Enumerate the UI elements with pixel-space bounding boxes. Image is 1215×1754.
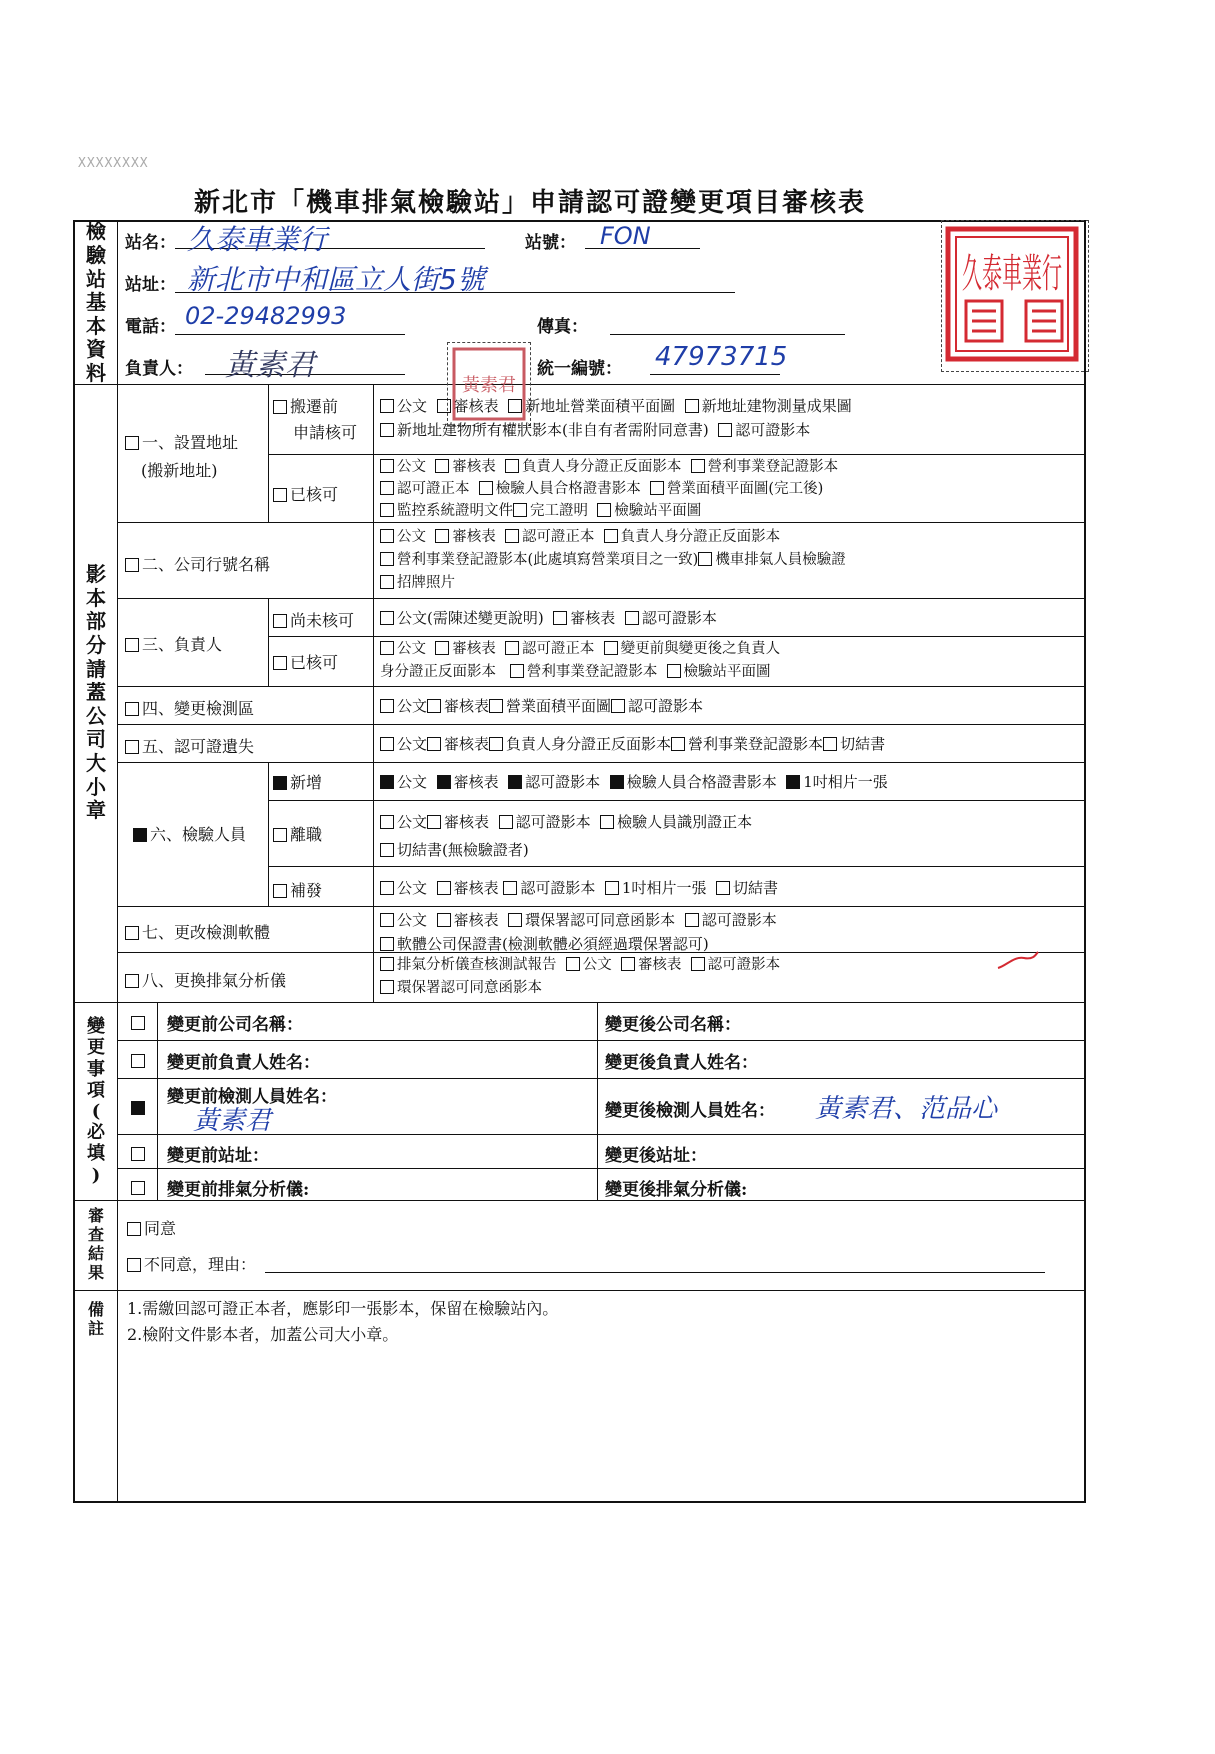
item-3b-checkbox[interactable]: [273, 656, 287, 670]
item-3-checkbox[interactable]: [125, 638, 139, 652]
review-agree-checkbox[interactable]: [127, 1222, 141, 1236]
change-5-before: 變更前排氣分析儀:: [167, 1180, 310, 1200]
item-3a-docs: 公文(需陳述變更說明) 審核表 認可證影本: [380, 606, 717, 630]
item-8[interactable]: 八、更換排氣分析儀: [125, 968, 286, 991]
taxid-value[interactable]: 47973715: [655, 342, 788, 372]
item-8-checkbox[interactable]: [125, 974, 139, 988]
item-6b[interactable]: 離職: [273, 822, 322, 845]
change-1-before: 變更前公司名稱：: [167, 1015, 303, 1035]
item-5[interactable]: 五、認可證遺失: [125, 734, 254, 757]
item-7-docs: 公文 審核表 環保署認可同意函影本 認可證影本 軟體公司保證書(檢測軟體必須經過環保署認可): [380, 908, 777, 956]
item-1b[interactable]: 已核可: [273, 482, 338, 505]
item-1b-docs: 公文 審核表 負責人身分證正反面影本 營利事業登記證影本 認可證正本 檢驗人員合格證書影本 營業面積平面圖(完工後) 監控系統證明文件 完工證明 檢驗站平面圖: [380, 456, 838, 522]
item-2-checkbox[interactable]: [125, 558, 139, 572]
phone-value[interactable]: 02-29482993: [185, 302, 347, 330]
company-seal: [942, 221, 1088, 371]
code-label: 站號：: [525, 233, 576, 253]
change-4-before: 變更前站址：: [167, 1146, 269, 1166]
item-3b[interactable]: 已核可: [273, 650, 338, 673]
item-6c-checkbox[interactable]: [273, 884, 287, 898]
change-3-checkbox[interactable]: [131, 1101, 145, 1115]
item-4-docs: 公文 審核表 營業面積平面圖 認可證影本: [380, 694, 703, 718]
form-title: 新北市「機車排氣檢驗站」申請認可證變更項目審核表: [193, 188, 866, 218]
change-3-before-value[interactable]: 黃素君: [193, 1106, 272, 1136]
address-label: 站址：: [125, 275, 176, 295]
item-6a-docs: 公文 審核表 認可證影本 檢驗人員合格證書影本 1吋相片一張: [380, 770, 888, 794]
item-1a-checkbox[interactable]: [273, 400, 287, 414]
item-2[interactable]: 二、公司行號名稱: [125, 552, 270, 575]
review-disagree[interactable]: 不同意，理由：: [127, 1252, 256, 1275]
name-label: 站名：: [125, 233, 176, 253]
item-5-docs: 公文 審核表 負責人身分證正反面影本 營利事業登記證影本 切結書: [380, 732, 885, 756]
company-seal-frame: [941, 220, 1089, 372]
change-3-after-value[interactable]: 黃素君、范品心: [815, 1094, 998, 1124]
item-1-checkbox[interactable]: [125, 436, 139, 450]
change-3-after: 變更後檢測人員姓名：: [605, 1101, 775, 1121]
section-change: 變 更 事 項 ( 必 填 ): [87, 1016, 105, 1186]
name-value[interactable]: 久泰車業行: [187, 223, 328, 256]
change-5-after: 變更後排氣分析儀:: [605, 1180, 748, 1200]
item-3b-docs: 公文 審核表 認可證正本 變更前與變更後之負責人 身分證正反面影本 營利事業登記證影本 檢驗站平面圖: [380, 641, 781, 680]
serial-number: XXXXXXXX: [78, 156, 149, 171]
change-2-before: 變更前負責人姓名：: [167, 1053, 320, 1073]
review-disagree-checkbox[interactable]: [127, 1258, 141, 1272]
fax-label: 傳真：: [537, 317, 588, 337]
item-6c[interactable]: 補發: [273, 878, 322, 901]
item-6b-checkbox[interactable]: [273, 828, 287, 842]
item-6a[interactable]: 新增: [273, 770, 322, 793]
change-4-after: 變更後站址：: [605, 1146, 707, 1166]
change-5-checkbox[interactable]: [131, 1181, 145, 1195]
item-1b-checkbox[interactable]: [273, 488, 287, 502]
change-4-checkbox[interactable]: [131, 1147, 145, 1161]
item-7-checkbox[interactable]: [125, 926, 139, 940]
section-notes: 備 註: [87, 1300, 104, 1338]
change-1-checkbox[interactable]: [131, 1016, 145, 1030]
code-value[interactable]: FON: [600, 222, 651, 250]
item-8-docs: 排氣分析儀查核測試報告 公文 審核表 認可證影本 環保署認可同意函影本: [380, 954, 780, 1000]
item-6a-checkbox[interactable]: [273, 776, 287, 790]
review-form: [73, 220, 1086, 1503]
phone-label: 電話：: [125, 317, 176, 337]
item-6[interactable]: 六、檢驗人員: [133, 822, 246, 845]
review-agree[interactable]: 同意: [127, 1216, 176, 1239]
owner-label: 負責人：: [125, 359, 193, 379]
change-2-checkbox[interactable]: [131, 1054, 145, 1068]
address-value[interactable]: 新北市中和區立人街5號: [187, 263, 485, 296]
note-2: 2.檢附文件影本者，加蓋公司大小章。: [127, 1325, 399, 1344]
item-2-docs: 公文 審核表 認可證正本 負責人身分證正反面影本 營利事業登記證影本(此處填寫營業項目之一致) 機車排氣人員檢驗證 招牌照片: [380, 526, 846, 595]
change-3-before: 變更前檢測人員姓名：: [167, 1087, 337, 1107]
item-7[interactable]: 七、更改檢測軟體: [125, 920, 270, 943]
item-1[interactable]: 一、設置地址: [125, 430, 238, 453]
company-seal-text-top: 久泰車業行: [962, 251, 1062, 297]
item-3a-checkbox[interactable]: [273, 614, 287, 628]
item-4-checkbox[interactable]: [125, 702, 139, 716]
owner-value[interactable]: 黃素君: [225, 348, 315, 383]
item-1-sub: (搬新地址): [141, 461, 218, 480]
section-copy: 影 本 部 分 請 蓋 公 司 大 小 章: [86, 562, 106, 823]
item-6b-docs: 公文 審核表 認可證影本 檢驗人員識別證正本 切結書(無檢驗證者): [380, 808, 752, 864]
change-1-after: 變更後公司名稱：: [605, 1015, 741, 1035]
change-2-after: 變更後負責人姓名：: [605, 1053, 758, 1073]
section-basic: 檢 驗 站 基 本 資 料: [86, 219, 106, 385]
item-1a[interactable]: 搬遷前: [273, 394, 338, 417]
red-pen-mark: [996, 950, 1040, 974]
taxid-label: 統一編號：: [537, 359, 622, 379]
section-review: 審 查 結 果: [87, 1206, 104, 1282]
item-1a-sub: 申請核可: [293, 423, 358, 442]
item-6-checkbox[interactable]: [133, 828, 147, 842]
item-4[interactable]: 四、變更檢測區: [125, 696, 254, 719]
note-1: 1.需繳回認可證正本者，應影印一張影本，保留在檢驗站內。: [127, 1299, 559, 1318]
item-3a[interactable]: 尚未核可: [273, 608, 354, 631]
item-6c-docs: 公文 審核表 認可證影本 1吋相片一張 切結書: [380, 876, 778, 900]
owner-seal-text: 黃素君: [462, 375, 516, 396]
item-5-checkbox[interactable]: [125, 740, 139, 754]
item-1a-docs: 公文 審核表 新地址營業面積平面圖 新地址建物測量成果圖 新地址建物所有權狀影本(非自有者需附同意書) 認可證影本: [380, 394, 852, 442]
item-3[interactable]: 三、負責人: [125, 632, 222, 655]
